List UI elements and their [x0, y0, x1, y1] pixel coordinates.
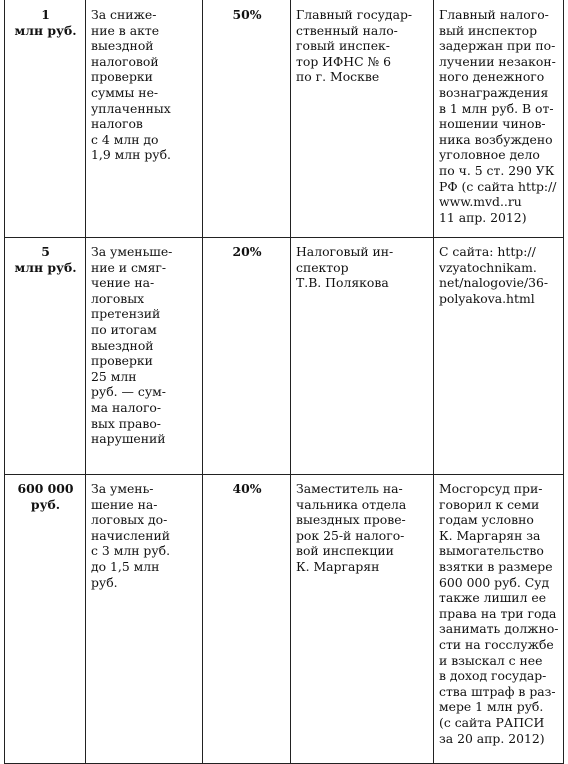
outcome-cell: Мосгорсуд при- говорил к семи годам условно К. Маргарян за вымогательство взятки в размере 600 000 руб. Суд также лишил ее права на три года занимать должно- сти на госслужбе и взыскал с нее в доход государ- ства штраф в раз- мере 1 млн руб. (с сайта РАПСИ за 20 апр. 2012) — [434, 475, 564, 764]
outcome-cell: С сайта: http:// vzyatochnikam. net/nalogovie/36- polyakova.html — [434, 238, 564, 475]
percent-cell: 20% — [203, 238, 291, 475]
table-row — [5, 475, 564, 764]
table-row — [5, 238, 564, 475]
bribe-amount-cell: 5 млн руб. — [5, 238, 86, 475]
official-cell: Налоговый ин- спектор Т.В. Полякова — [291, 238, 434, 475]
percent-cell: 50% — [203, 1, 291, 238]
bribery-cases-table — [4, 0, 564, 764]
official-cell: Главный государ- ственный нало- говый инспек- тор ИФНС № 6 по г. Москве — [291, 1, 434, 238]
bribe-amount-cell: 1 млн руб. — [5, 1, 86, 238]
outcome-cell: Главный налого- вый инспектор задержан при по- лучении незакон- ного денежного вознаграждения в 1 млн руб. В от- ношении чинов- ника возбуждено уголовное дело по ч. 5 ст. 290 УК РФ (с сайта http:// www.mvd..ru 11 апр. 2012) — [434, 1, 564, 238]
bribe-purpose-cell: За уменьше- ние и смяг- чение на- логовых претензий по итогам выездной проверки 25 млн руб. — сум- ма налого- вых право- нарушений — [86, 238, 203, 475]
bribe-purpose-cell: За сниже- ние в акте выездной налоговой проверки суммы не- уплаченных налогов с 4 млн до 1,9 млн руб. — [86, 1, 203, 238]
percent-cell: 40% — [203, 475, 291, 764]
official-cell: Заместитель на- чальника отдела выездных прове- рок 25-й налого- вой инспекции К. Маргарян — [291, 475, 434, 764]
bribe-amount-cell: 600 000 руб. — [5, 475, 86, 764]
table-row — [5, 1, 564, 238]
bribe-purpose-cell: За умень- шение на- логовых до- начислений с 3 млн руб. до 1,5 млн руб. — [86, 475, 203, 764]
